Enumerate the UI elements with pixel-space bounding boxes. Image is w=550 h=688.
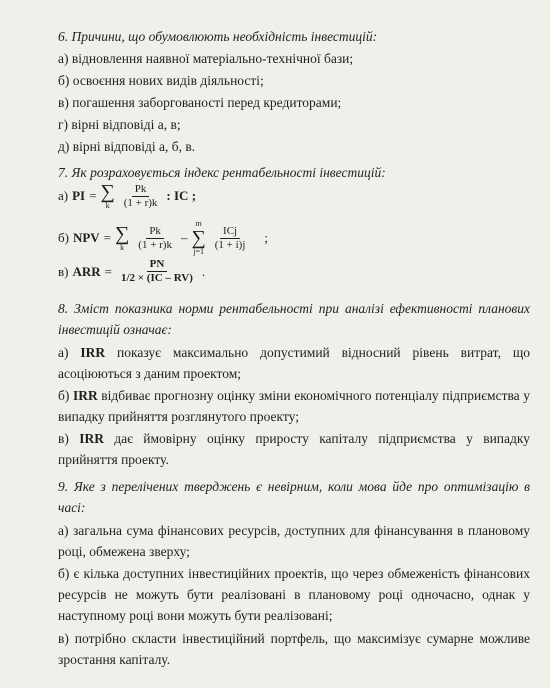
q6-option-c: в) погашення заборгованості перед кредиторами; (58, 95, 342, 110)
sum-lower: k (120, 243, 125, 252)
formula-npv-tail: ; (264, 230, 269, 245)
question-7-title: 7. Як розраховується індекс рентабельності інвестицій: (58, 165, 386, 180)
sum-lower: j=1 (193, 247, 204, 256)
fraction-denominator: 1/2 × (IC – RV) (120, 272, 193, 284)
q8-option-c-text: дає ймовірну оцінку приросту капіталу підприємства у випадку прийняття проекту. (58, 431, 530, 467)
fraction-denominator: (1 + r)k (123, 196, 158, 209)
q8-option-b-prefix: б) (58, 388, 73, 403)
q8-option-b-term: IRR (72, 388, 98, 403)
q8-option-a-term: IRR (80, 345, 106, 360)
formula-pi-eq: = (89, 188, 97, 203)
q8-option-b (58, 385, 530, 427)
q6-option-a: а) відновлення наявної матеріально-технічної бази; (58, 51, 354, 66)
formula-npv-minus: – (180, 230, 188, 245)
formula-arr-eq: = (104, 263, 112, 279)
sum-lower: k (105, 201, 110, 210)
fraction-denominator: (1 + r)k (138, 238, 172, 251)
q9-option-b: б) є кілька доступних інвестиційних проектів, що через обмеженість фінансових ресурсів не можуть бути реалізовані в плановому році одночасно, однак у наступному році вони можуть бути реалізовані; (58, 566, 530, 623)
formula-pi-label: а) (58, 188, 69, 203)
sum-symbol: ∑ k (115, 223, 130, 252)
question-6-title: 6. Причини, що обумовлюють необхідність інвестицій: (58, 29, 378, 44)
formula-npv-lhs: NPV (72, 230, 100, 245)
q8-option-b-text: відбиває прогнозну оцінку зміни економічного потенціалу підприємства у випадку прийняття розглянутого проекту; (58, 388, 530, 424)
fraction (121, 183, 161, 210)
q8-option-c-prefix: в) (58, 431, 80, 446)
fraction (118, 258, 196, 285)
fraction-numerator: Pk (146, 225, 164, 239)
fraction-numerator: ICj (220, 225, 240, 239)
q8-option-a-prefix: а) (58, 345, 81, 360)
q8-option-a (58, 342, 530, 384)
q9-option-a: а) загальна сума фінансових ресурсів, доступних для фінансування в плановому році, обмежена зверху; (58, 523, 530, 559)
formula-pi-tail: : IC ; (166, 188, 197, 203)
sum-symbol: ∑ k (100, 181, 115, 210)
fraction-numerator: PN (147, 258, 168, 272)
sum-symbol: m ∑ j=1 (191, 219, 206, 256)
formula-npv (58, 220, 268, 256)
q8-option-c-term: IRR (79, 431, 104, 446)
formula-pi (58, 182, 196, 210)
fraction-denominator: (1 + i)j (214, 238, 246, 251)
q6-option-e: д) вірні відповіді а, б, в. (58, 139, 196, 154)
fraction-numerator: Pk (132, 183, 150, 197)
question-8-title: 8. Зміст показника норми рентабельності при аналізі ефективності планових інвестицій означає: (58, 301, 530, 337)
q6-option-b: б) освоєння нових видів діяльності; (58, 73, 264, 88)
fraction (135, 225, 175, 252)
formula-pi-lhs: PI (72, 188, 86, 203)
formula-arr-label: в) (58, 263, 69, 279)
sum-upper: m (195, 219, 202, 228)
formula-npv-label: б) (58, 230, 69, 245)
formula-npv-eq: = (103, 230, 112, 245)
formula-arr (58, 258, 205, 285)
q6-option-d: г) вірні відповіді а, в; (58, 117, 181, 132)
q9-option-c: в) потрібно скласти інвестиційний портфель, що максимізує сумарне можливе зростання капіталу. (58, 631, 530, 667)
q8-option-c (58, 428, 530, 470)
formula-arr-lhs: ARR (72, 263, 101, 279)
formula-arr-tail: . (201, 263, 206, 279)
q8-option-a-text: показує максимально допустимий відносний рівень витрат, що асоціюються з даним проектом; (58, 345, 530, 381)
question-9-title: 9. Яке з перелічених тверджень є невірним, коли мова йде про оптимізацію в часі: (58, 479, 530, 515)
fraction (212, 225, 249, 252)
